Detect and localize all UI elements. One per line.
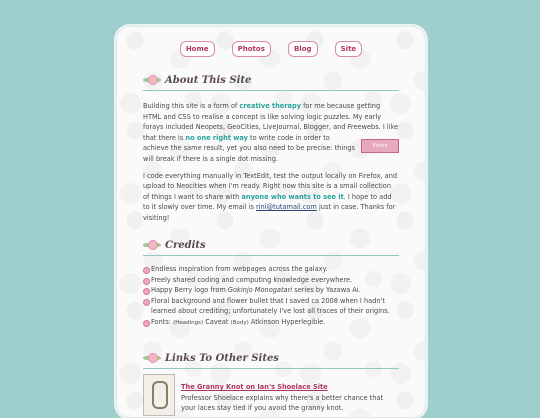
link-description: Professor Shoelace explains why there's a better chance that your laces stay tied if you avoid the granny knot. <box>181 394 384 412</box>
list-item: Endless inspiration from webpages across the galaxy. <box>143 264 399 275</box>
list-item: Fonts: (Headings) Caveat (Body) Atkinson Hyperlegible. <box>143 317 399 329</box>
nav-site-link[interactable]: Site <box>335 41 363 57</box>
credits-title: Credits <box>165 239 206 251</box>
credits-list <box>143 264 399 329</box>
nav-blog-link[interactable]: Blog <box>288 41 318 57</box>
nav-bar <box>117 36 425 57</box>
links-section <box>143 350 399 416</box>
list-item: Floral background and flower bullet that I saved ca 2008 when I hadn't learned about crediting; unfortunately I've lost all traces of their origins. <box>143 296 399 317</box>
about-paragraph-1: Building this site is a form of creative therapy for me because getting HTML and CSS to realise a concept is like solving logic puzzles. My early forays included Neopets, GeoCities, LiveJournal, Blogger, and Freewebs. I like that there is Fonts no one right way to write code in order to achieve the same result, yet you also need to be precise: things will break if there is a single dot missing. <box>143 102 399 163</box>
about-title: About This Site <box>165 74 252 86</box>
about-section <box>143 72 399 224</box>
email-link[interactable]: rini@tutamail.com <box>255 203 317 212</box>
links-title: Links To Other Sites <box>165 352 279 364</box>
list-item: Happy Berry logo from Gokinjo Monogatari series by Yazawa Ai. <box>143 285 399 296</box>
flower-icon <box>143 239 161 251</box>
credits-section <box>143 237 399 329</box>
highlight-anyone: anyone who wants to see it <box>241 192 344 201</box>
list-item: Freely shared coding and computing knowledge everywhere. <box>143 275 399 286</box>
links-heading <box>143 350 399 369</box>
about-heading <box>143 72 399 91</box>
flower-icon <box>143 352 161 364</box>
highlight-no-one-right-way: no one right way <box>185 133 248 142</box>
flower-icon <box>143 74 161 86</box>
link-card[interactable] <box>143 374 399 416</box>
nav-photos-link[interactable]: Photos <box>232 41 271 57</box>
fonts-badge[interactable]: Fonts <box>361 139 399 153</box>
nav-home-link[interactable]: Home <box>180 41 215 57</box>
highlight-creative-therapy: creative therapy <box>239 102 302 110</box>
granny-knot-link[interactable]: The Granny Knot on Ian's Shoelace Site <box>181 383 328 391</box>
credits-heading <box>143 237 399 256</box>
shoelace-thumbnail <box>143 374 175 416</box>
content-card <box>116 26 426 418</box>
about-paragraph-2: I code everything manually in TextEdit, test the output locally on Firefox, and upload to Neocities when I'm ready. Right now this site is a small collection of things I want to share with anyone who wants to see it. I hope to add to it slowly over time. My email is rini@tutamail.com just in case. Thanks for visiting! <box>143 171 398 222</box>
